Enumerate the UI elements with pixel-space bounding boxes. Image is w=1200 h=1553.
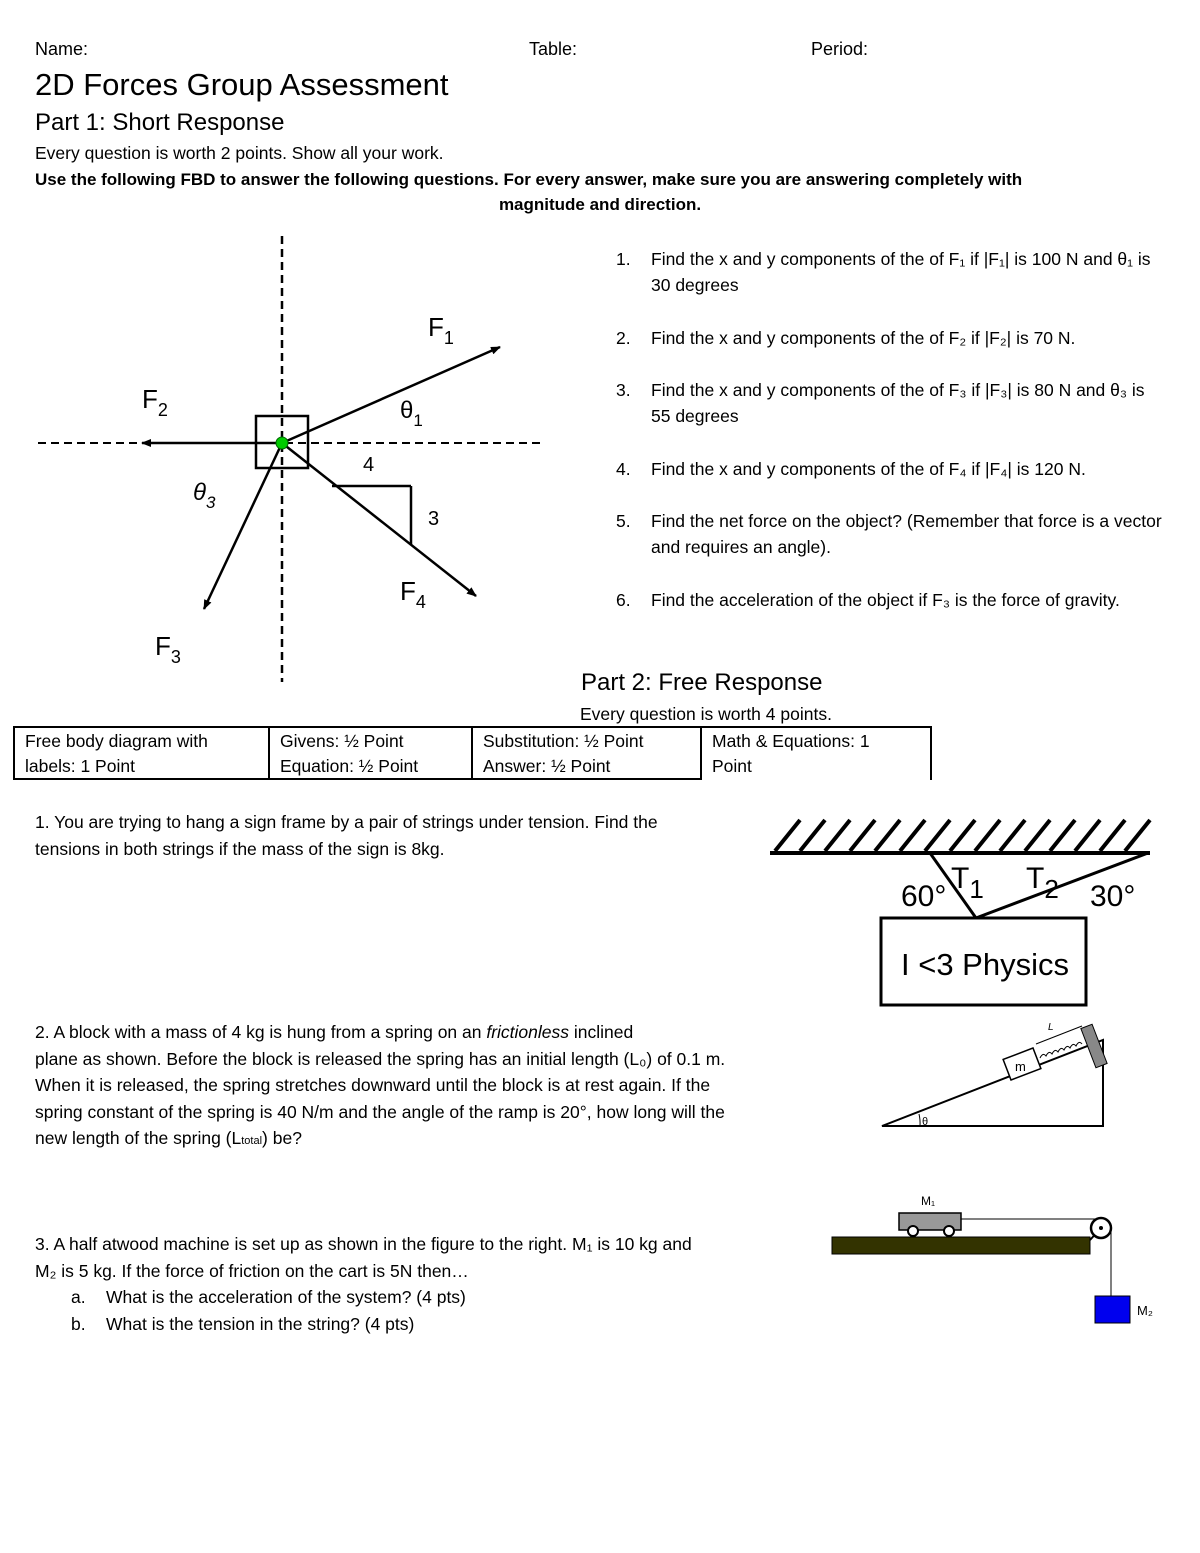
length-label: L bbox=[1048, 1022, 1054, 1033]
ramp bbox=[882, 1040, 1103, 1126]
length-arrow bbox=[1036, 1026, 1082, 1044]
incline-spring-figure bbox=[875, 1015, 1165, 1135]
problem-3-b: b. What is the tension in the string? (4 pts) bbox=[71, 1313, 415, 1334]
part2-instruction: Every question is worth 4 points. bbox=[580, 704, 832, 724]
cart-wheel-right bbox=[944, 1226, 954, 1236]
f3-label: $F_3$ bbox=[155, 631, 181, 667]
question-6: 6. Find the acceleration of the object if F₃ is the force of gravity. bbox=[616, 590, 1120, 610]
period-label: Period: bbox=[811, 39, 869, 59]
m1-label: M₁ bbox=[921, 1194, 936, 1208]
theta3-label: $\theta_3$ bbox=[193, 479, 216, 512]
t2-label: T2 bbox=[1026, 862, 1059, 904]
ceiling-hatching bbox=[775, 820, 1150, 851]
f2-label: $F_2$ bbox=[142, 384, 168, 420]
question-1: 1. Find the x and y components of the of F₁ if |F₁| is 100 N and θ₁ is 30 degrees bbox=[616, 249, 1151, 295]
question-5: 5. Find the net force on the object? (Remember that force is a vector and requires an angle). bbox=[616, 511, 1162, 557]
question-2: 2. Find the x and y components of the of F₂ if |F₂| is 70 N. bbox=[616, 328, 1076, 348]
rubric-box-fbd: Free body diagram with labels: 1 Point bbox=[13, 726, 270, 780]
pulley-axle bbox=[1099, 1226, 1103, 1230]
mass-label: m bbox=[1015, 1059, 1026, 1074]
name-label: Name: bbox=[35, 39, 89, 59]
part1-instruction: Every question is worth 2 points. Show all your work. bbox=[35, 143, 444, 163]
part1-bold-instruction-2: magnitude and direction. bbox=[498, 195, 702, 214]
angle-arc bbox=[919, 1114, 920, 1126]
question-4: 4. Find the x and y components of the of F₄ if |F₄| is 120 N. bbox=[616, 459, 1086, 479]
question-3: 3. Find the x and y components of the of F₃ if |F₃| is 80 N and θ₃ is 55 degrees bbox=[616, 380, 1145, 426]
free-body-diagram bbox=[30, 228, 570, 688]
f4-label: $F_4$ bbox=[400, 576, 426, 612]
rubric-box-givens: Givens: ½ Point Equation: ½ Point bbox=[268, 726, 473, 780]
sign-text: I <3 Physics bbox=[901, 947, 1069, 982]
m2-label: M₂ bbox=[1137, 1303, 1153, 1318]
half-atwood-figure bbox=[825, 1185, 1165, 1330]
angle-30-label: 30° bbox=[1090, 880, 1136, 913]
problem-1: 1. You are trying to hang a sign frame by a pair of strings under tension. Find the tensions in both strings if the mass of the sign is 8kg. bbox=[35, 812, 658, 859]
part1-heading: Part 1: Short Response bbox=[35, 109, 285, 136]
angle-60-label: 60° bbox=[901, 880, 947, 913]
cart-wheel-left bbox=[908, 1226, 918, 1236]
table-label: Table: bbox=[529, 39, 578, 59]
f3-vector bbox=[204, 443, 282, 609]
f1-label: $F_1$ bbox=[428, 312, 454, 348]
f4-vector bbox=[282, 443, 476, 596]
problem-3-a: a. What is the acceleration of the system? (4 pts) bbox=[71, 1287, 466, 1307]
rubric-box-substitution: Substitution: ½ Point Answer: ½ Point bbox=[471, 726, 702, 780]
hanging-mass bbox=[1095, 1296, 1130, 1323]
origin-dot bbox=[276, 437, 288, 449]
part2-heading: Part 2: Free Response bbox=[581, 669, 823, 696]
problem-3: 3. A half atwood machine is set up as shown in the figure to the right. M₁ is 10 kg and M₂ is 5 kg. If the force of friction on the cart is 5N then… a. What is the acceleration of the system? (4 pts) b. What is the tension in the string? (4 pts) bbox=[35, 1231, 692, 1337]
angle-label: θ bbox=[922, 1116, 929, 1128]
theta1-label: $\theta_1$ bbox=[400, 397, 423, 430]
page-title: 2D Forces Group Assessment bbox=[35, 67, 449, 102]
problem-2: 2. A block with a mass of 4 kg is hung from a spring on an frictionless inclined plane as shown. Before the block is released the spring has an initial length (L₀) of 0.1 m. When it is released, the spring stretches downward until the block is at rest again. If the spring constant of the spring is 40 N/m and the angle of the ramp is 20°, how long will the new length of the spring (Ltotal) be? bbox=[35, 1022, 726, 1148]
table bbox=[832, 1237, 1090, 1254]
rubric-box-math: Math & Equations: 1 Point bbox=[700, 726, 932, 780]
side-3-label: 3 bbox=[428, 508, 440, 530]
hanging-sign-figure bbox=[765, 810, 1165, 1010]
side-4-label: 4 bbox=[363, 454, 375, 476]
t1-label: T1 bbox=[951, 862, 984, 904]
f1-vector bbox=[282, 347, 500, 443]
part1-bold-instruction-1: Use the following FBD to answer the following questions. For every answer, make sure you are answering completely with bbox=[35, 170, 1023, 189]
